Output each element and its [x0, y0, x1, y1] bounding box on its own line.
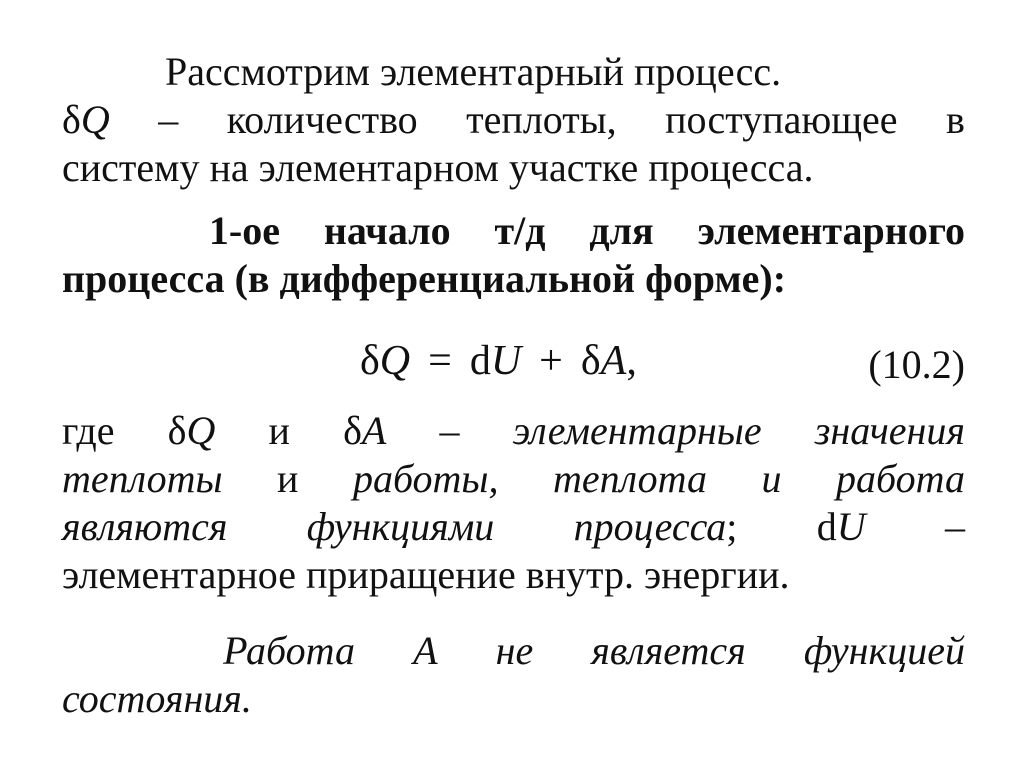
- word: элементарного: [697, 208, 965, 253]
- p4-line2: состояния.: [62, 676, 252, 721]
- p1-line3: систему на элементарном участке процесса.: [62, 145, 814, 190]
- word: в: [946, 97, 965, 142]
- word: начало: [323, 208, 451, 253]
- word: теплота: [553, 456, 707, 501]
- word: 1-ое: [208, 208, 280, 253]
- dash: –: [439, 408, 460, 453]
- p2-line1: [62, 207, 965, 255]
- paragraph-work-not-state: [62, 627, 965, 723]
- p4-line1: [62, 627, 965, 675]
- word: где: [62, 408, 115, 453]
- equation-number: (10.2): [868, 342, 965, 387]
- dq-symbol: δQ: [62, 97, 110, 142]
- word: функциями: [306, 504, 495, 549]
- word: теплоты: [62, 456, 223, 501]
- word: A: [413, 628, 438, 673]
- word: поступающее: [665, 97, 898, 142]
- p3-line1: [62, 407, 965, 455]
- dash: –: [944, 504, 965, 549]
- paragraph-elementary-process: [62, 48, 965, 192]
- word: количество: [226, 97, 418, 142]
- da-symbol: δA: [343, 408, 387, 453]
- word: и: [268, 408, 290, 453]
- p1-line1-text: Рассмотрим элементарный процесс.: [165, 49, 782, 94]
- word: теплоты,: [466, 97, 617, 142]
- word: элементарные: [512, 408, 762, 453]
- dq-symbol: δQ: [167, 408, 216, 453]
- word: не: [495, 628, 534, 673]
- formula-row: [62, 333, 965, 389]
- word: функцией: [803, 628, 965, 673]
- word: процесса;: [573, 504, 738, 549]
- word: Работа: [223, 628, 355, 673]
- word: работа: [835, 456, 965, 501]
- paragraph-first-law: [62, 207, 965, 303]
- dash: –: [158, 97, 179, 142]
- p1-line1: [62, 48, 965, 96]
- du-symbol: dU: [816, 504, 866, 549]
- word: и: [277, 456, 299, 501]
- word: и: [761, 456, 782, 501]
- formula-first-law: δQ = dU + δA,: [360, 338, 637, 384]
- word: т/д: [494, 208, 546, 253]
- word: для: [589, 208, 654, 253]
- p3-line3: [62, 503, 965, 551]
- p2-line2: процесса (в дифференциальной форме):: [62, 256, 787, 301]
- word: значения: [814, 408, 965, 453]
- p3-line2: [62, 455, 965, 503]
- p1-line2: [62, 96, 965, 144]
- word: являются: [62, 504, 228, 549]
- p3-line4: элементарное приращение внутр. энергии.: [62, 552, 790, 597]
- word: является: [591, 628, 746, 673]
- word: работы,: [352, 456, 499, 501]
- paragraph-definitions: [62, 407, 965, 599]
